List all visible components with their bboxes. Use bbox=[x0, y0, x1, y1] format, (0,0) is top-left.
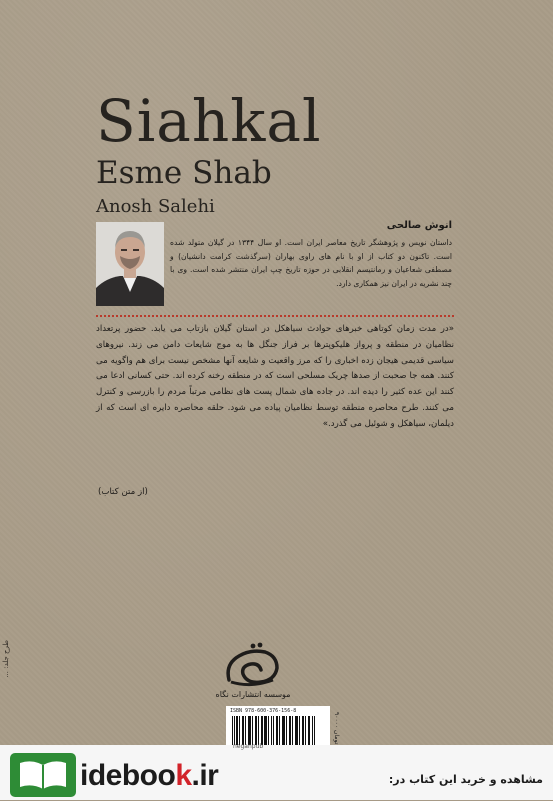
author-name-en: Anosh Salehi bbox=[96, 196, 215, 217]
excerpt-source-note: (از متن کتاب) bbox=[98, 487, 148, 497]
brand-accent-text: k bbox=[175, 759, 192, 792]
site-brand-link[interactable] bbox=[80, 759, 218, 793]
buy-tagline: مشاهده و خرید این کتاب در: bbox=[388, 773, 543, 786]
watermark-footer[interactable] bbox=[0, 745, 553, 800]
book-subtitle-en: Esme Shab bbox=[96, 155, 272, 191]
author-bio: داستان نویس و پژوهشگر تاریخ معاصر ایران است. او سال ۱۳۴۴ در گیلان متولد شده است. تاکنون دو کتاب از او با نام های راوی بهاران (سرگذشت کرامت دانشیان) و مصطفی شعاعیان و رمانتیسم انقلابی در حوزه تاریخ چپ ایران منتشر شده است. وی با چند نشریه در ایران نیز همکاری دارد. bbox=[170, 238, 452, 288]
author-photo bbox=[96, 222, 164, 306]
book-excerpt: «در مدت زمان کوتاهی خبرهای حوادث سیاهکل در استان گیلان بازتاب می یابد. حضور پرتعداد نظامیان در منطقه و پرواز هلیکوپترها بر فراز جنگل ها به موج شایعات دامن می زند. نیروهای سیاسی قدیمی هیجان زده اخباری را که مرز واقعیت و شایعه آنها مشخص نیست برای هم واگویه می کنند. همه جا صحبت از صدها چریک مسلحی است که در منطقه رخنه کرده اند. حتی کسانی ادعا می کنند این عده کثیر را دیده اند. در جاده های شمال پست های نظامی مرتباً مردم را بازرسی و کنترل می کنند. طرح محاصره منطقه توسط نظامیان پیاده می شود. حلقه محاصره دایره ای است که از دیلمان، سیاهکل و شوئیل می گذرد.» bbox=[96, 324, 454, 429]
cover-designer-credit: طرح جلد: ... bbox=[2, 640, 10, 678]
price-label: ۹۰۰۰۰ تومان bbox=[333, 712, 340, 745]
book-title-en: Siahkal bbox=[96, 87, 322, 155]
publisher-logo-icon bbox=[223, 640, 281, 688]
publisher-handle: neganpub bbox=[233, 743, 264, 750]
brand-domain-text: .ir bbox=[191, 759, 219, 792]
author-name-fa: انوش صالحی bbox=[386, 220, 452, 231]
publisher-name: موسسه انتشارات نگاه bbox=[215, 690, 291, 699]
dotted-divider bbox=[96, 315, 454, 317]
book-logo-icon bbox=[10, 753, 76, 797]
isbn-label: ISBN 978-600-376-156-8 bbox=[230, 708, 297, 714]
brand-main-text: ideboo bbox=[80, 759, 176, 792]
